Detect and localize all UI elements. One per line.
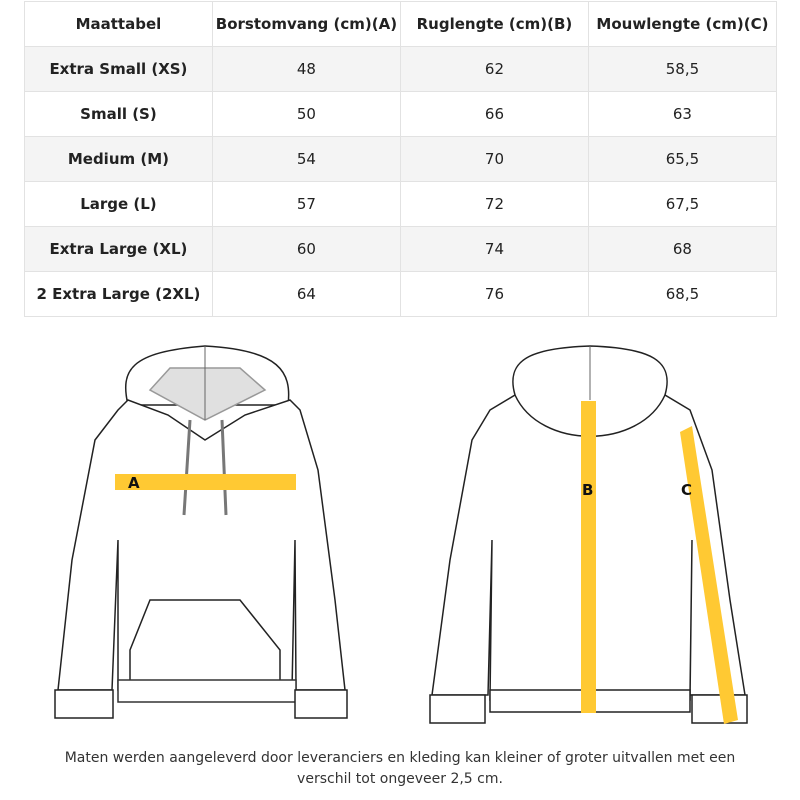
size-label: Extra Large (XL) bbox=[25, 227, 213, 272]
hoodie-diagram bbox=[0, 330, 800, 750]
measurement-cell: 68,5 bbox=[588, 272, 776, 317]
measurement-cell: 76 bbox=[401, 272, 589, 317]
disclaimer-line-2: verschil tot ongeveer 2,5 cm. bbox=[297, 771, 503, 787]
measurement-cell: 70 bbox=[401, 137, 589, 182]
size-label: 2 Extra Large (2XL) bbox=[25, 272, 213, 317]
measure-bar-a bbox=[115, 474, 296, 490]
hoodie-front bbox=[55, 346, 347, 718]
disclaimer bbox=[0, 748, 800, 790]
measurement-cell: 68 bbox=[588, 227, 776, 272]
label-b: B bbox=[582, 481, 594, 499]
table-row bbox=[25, 47, 777, 92]
table-row bbox=[25, 272, 777, 317]
size-label: Small (S) bbox=[25, 92, 213, 137]
disclaimer-line-1: Maten werden aangeleverd door leveranciers en kleding kan kleiner of groter uitvallen met een bbox=[64, 750, 736, 766]
measurement-cell: 62 bbox=[401, 47, 589, 92]
measurement-cell: 54 bbox=[212, 137, 400, 182]
measurement-cell: 64 bbox=[212, 272, 400, 317]
measurement-cell: 65,5 bbox=[588, 137, 776, 182]
header-cell: Borstomvang (cm)(A) bbox=[212, 2, 400, 47]
table-row bbox=[25, 137, 777, 182]
table-header-row bbox=[25, 2, 777, 47]
measurement-cell: 58,5 bbox=[588, 47, 776, 92]
table-row bbox=[25, 92, 777, 137]
size-label: Extra Small (XS) bbox=[25, 47, 213, 92]
measurement-cell: 50 bbox=[212, 92, 400, 137]
table-row bbox=[25, 227, 777, 272]
header-cell: Mouwlengte (cm)(C) bbox=[588, 2, 776, 47]
measurement-cell: 72 bbox=[401, 182, 589, 227]
measurement-cell: 57 bbox=[212, 182, 400, 227]
measurement-cell: 63 bbox=[588, 92, 776, 137]
header-cell: Ruglengte (cm)(B) bbox=[401, 2, 589, 47]
measure-bar-b bbox=[581, 401, 596, 713]
measurement-cell: 48 bbox=[212, 47, 400, 92]
label-c: C bbox=[681, 481, 693, 499]
measurement-cell: 60 bbox=[212, 227, 400, 272]
measurement-cell: 67,5 bbox=[588, 182, 776, 227]
size-table bbox=[24, 1, 777, 317]
measurement-cell: 66 bbox=[401, 92, 589, 137]
size-label: Large (L) bbox=[25, 182, 213, 227]
label-a: A bbox=[128, 474, 140, 492]
size-label: Medium (M) bbox=[25, 137, 213, 182]
table-row bbox=[25, 182, 777, 227]
measurement-cell: 74 bbox=[401, 227, 589, 272]
header-cell: Maattabel bbox=[25, 2, 213, 47]
